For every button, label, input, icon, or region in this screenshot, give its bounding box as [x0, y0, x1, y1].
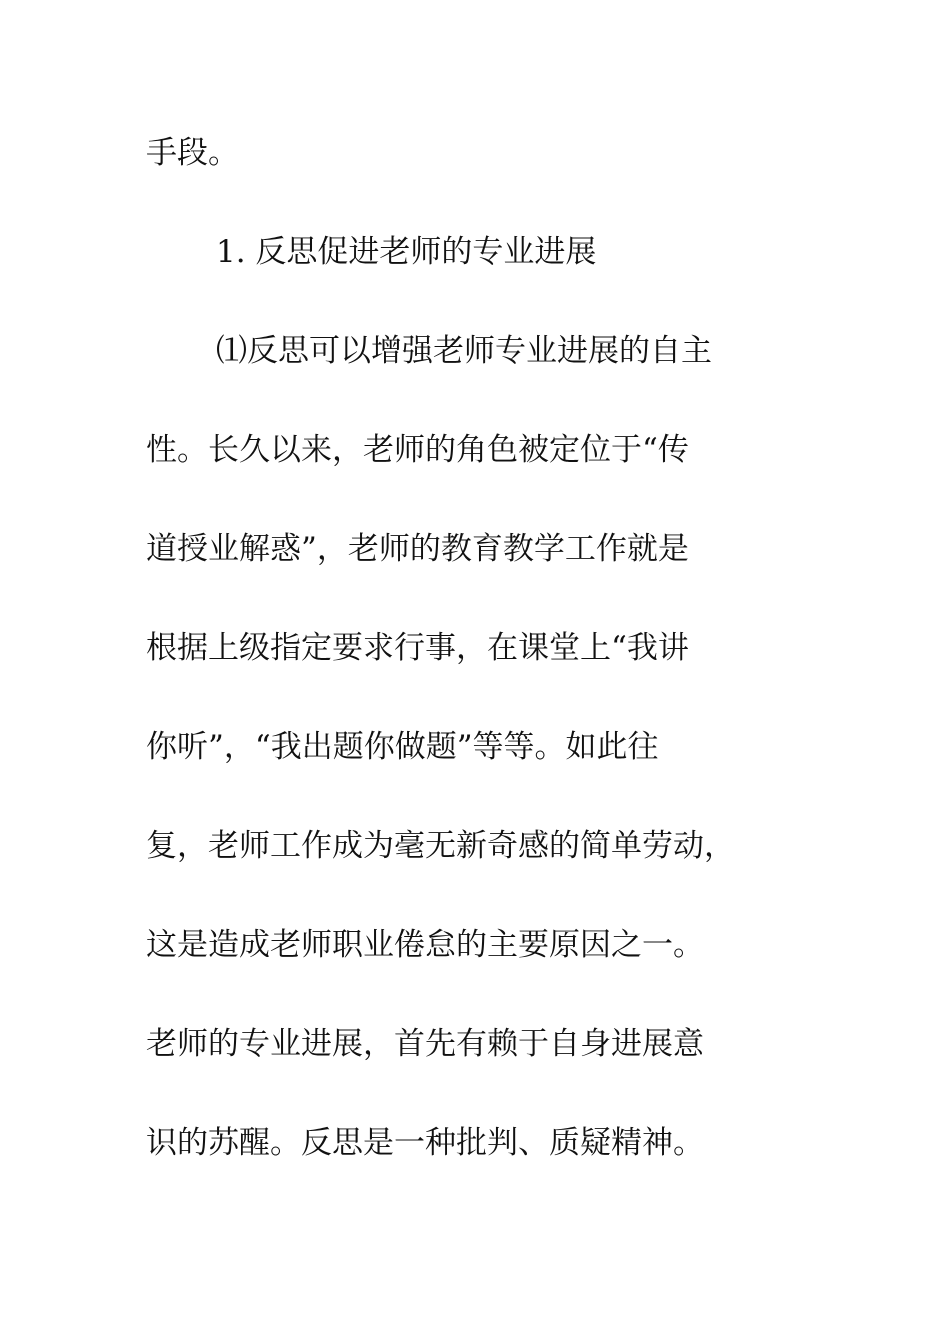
text-line: 这是造成老师职业倦怠的主要原因之一。: [146, 927, 704, 963]
text-line: 复，老师工作成为毫无新奇感的简单劳动，: [146, 828, 735, 864]
text-line: 你听”，“我出题你做题”等等。如此往: [146, 729, 659, 765]
text-line: ⑴反思可以增强老师专业进展的自主: [216, 333, 712, 369]
text-line: 根据上级指定要求行事，在课堂上“我讲: [146, 630, 689, 666]
text-line: 道授业解惑”，老师的教育教学工作就是: [146, 531, 689, 567]
text-line: 识的苏醒。反思是一种批判、质疑精神。: [146, 1125, 704, 1161]
text-line: 手段。: [146, 135, 239, 171]
text-line: 性。长久以来，老师的角色被定位于“传: [146, 432, 689, 468]
section-heading: 1. 反思促进老师的专业进展: [216, 234, 597, 270]
text-line: 老师的专业进展，首先有赖于自身进展意: [146, 1026, 704, 1062]
